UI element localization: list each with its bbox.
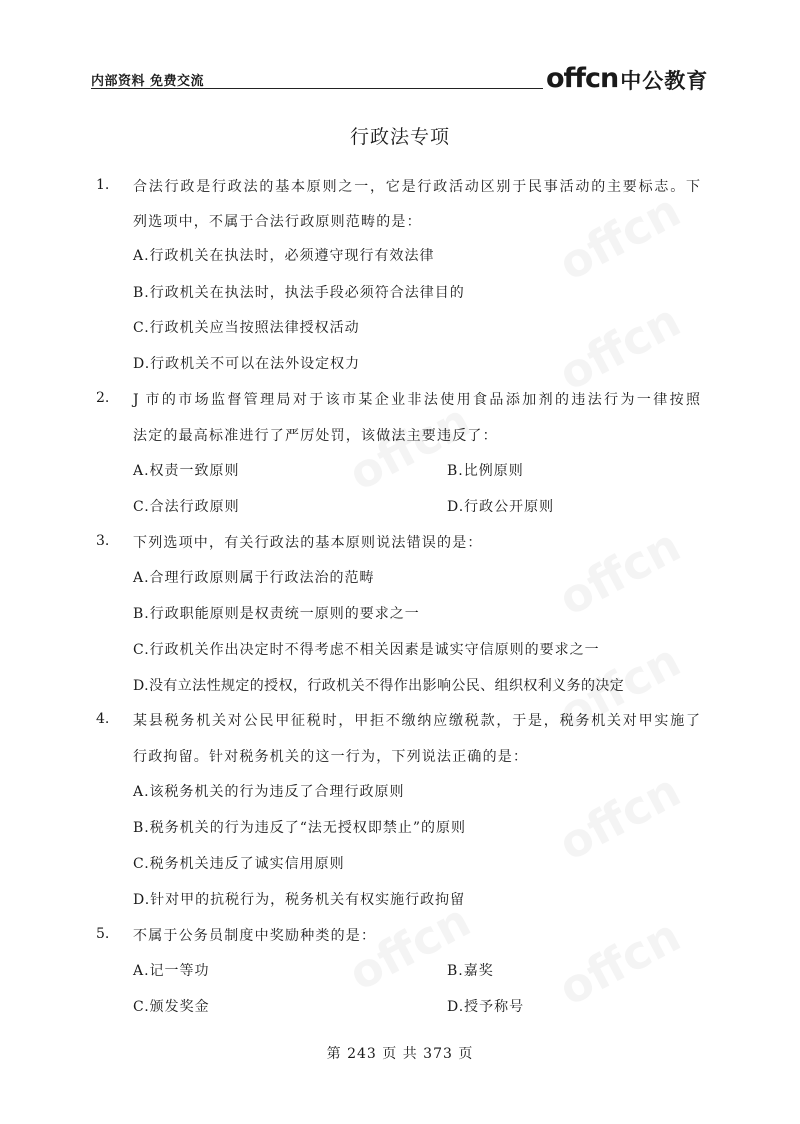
option-a: A.合理行政原则属于行政法治的范畴 <box>133 570 375 586</box>
question-number: 3. <box>96 533 110 549</box>
option-d: D.行政机关不可以在法外设定权力 <box>133 356 361 372</box>
question-text: 行政拘留。针对税务机关的这一行为，下列说法正确的是： <box>133 749 529 765</box>
logo-text-cn: 中公教育 <box>620 69 709 93</box>
question-number: 2. <box>96 390 110 406</box>
option-d: D.授予称号 <box>447 999 525 1015</box>
option-c: C.颁发奖金 <box>133 999 210 1015</box>
option-b: B.比例原则 <box>447 463 524 479</box>
page-title: 行政法专项 <box>349 126 450 148</box>
header-label: 内部资料 免费交流 <box>91 74 205 89</box>
option-a: A.权责一致原则 <box>133 463 240 479</box>
offcn-logo <box>546 60 708 94</box>
question-text: 合法行政是行政法的基本原则之一，它是行政活动区别于民事活动的主要标志。下 <box>133 179 700 195</box>
watermark <box>550 183 689 291</box>
watermark <box>550 293 689 401</box>
option-b: B.嘉奖 <box>447 963 494 979</box>
watermark <box>550 763 689 871</box>
option-b: B.行政职能原则是权责统一原则的要求之一 <box>133 606 420 622</box>
question-text: 法定的最高标准进行了严厉处罚，该做法主要违反了： <box>133 428 498 444</box>
option-c: C.行政机关作出决定时不得考虑不相关因素是诚实守信原则的要求之一 <box>133 642 600 658</box>
option-c: C.合法行政原则 <box>133 499 240 515</box>
question-text: 某县税务机关对公民甲征税时，甲拒不缴纳应缴税款，于是，税务机关对甲实施了 <box>133 713 700 729</box>
question-text: 列选项中，不属于合法行政原则范畴的是： <box>133 214 422 230</box>
question-text: 不属于公务员制度中奖励种类的是： <box>133 928 377 944</box>
question-number: 1. <box>96 177 110 193</box>
option-d: D.行政公开原则 <box>447 499 555 515</box>
watermark <box>550 518 689 626</box>
watermark <box>550 908 689 1016</box>
question-text: J 市的市场监督管理局对于该市某企业非法使用食品添加剂的违法行为一律按照 <box>133 392 700 408</box>
page-number: 第 243 页 共 373 页 <box>326 1046 474 1062</box>
logo-text-en: offcn <box>546 63 619 94</box>
question-number: 4. <box>96 711 110 727</box>
option-b: B.税务机关的行为违反了“法无授权即禁止”的原则 <box>133 820 467 836</box>
option-a: A.行政机关在执法时，必须遵守现行有效法律 <box>133 248 435 264</box>
question-text: 下列选项中，有关行政法的基本原则说法错误的是： <box>133 535 483 551</box>
option-b: B.行政机关在执法时，执法手段必须符合法律目的 <box>133 285 465 301</box>
option-a: A.记一等功 <box>133 963 210 979</box>
option-c: C.行政机关应当按照法律授权活动 <box>133 320 360 336</box>
option-d: D.没有立法性规定的授权，行政机关不得作出影响公民、组织权利义务的决定 <box>133 678 625 694</box>
header-divider <box>91 88 543 89</box>
option-a: A.该税务机关的行为违反了合理行政原则 <box>133 784 405 800</box>
option-c: C.税务机关违反了诚实信用原则 <box>133 856 345 872</box>
option-d: D.针对甲的抗税行为，税务机关有权实施行政拘留 <box>133 892 466 908</box>
question-number: 5. <box>96 926 110 942</box>
